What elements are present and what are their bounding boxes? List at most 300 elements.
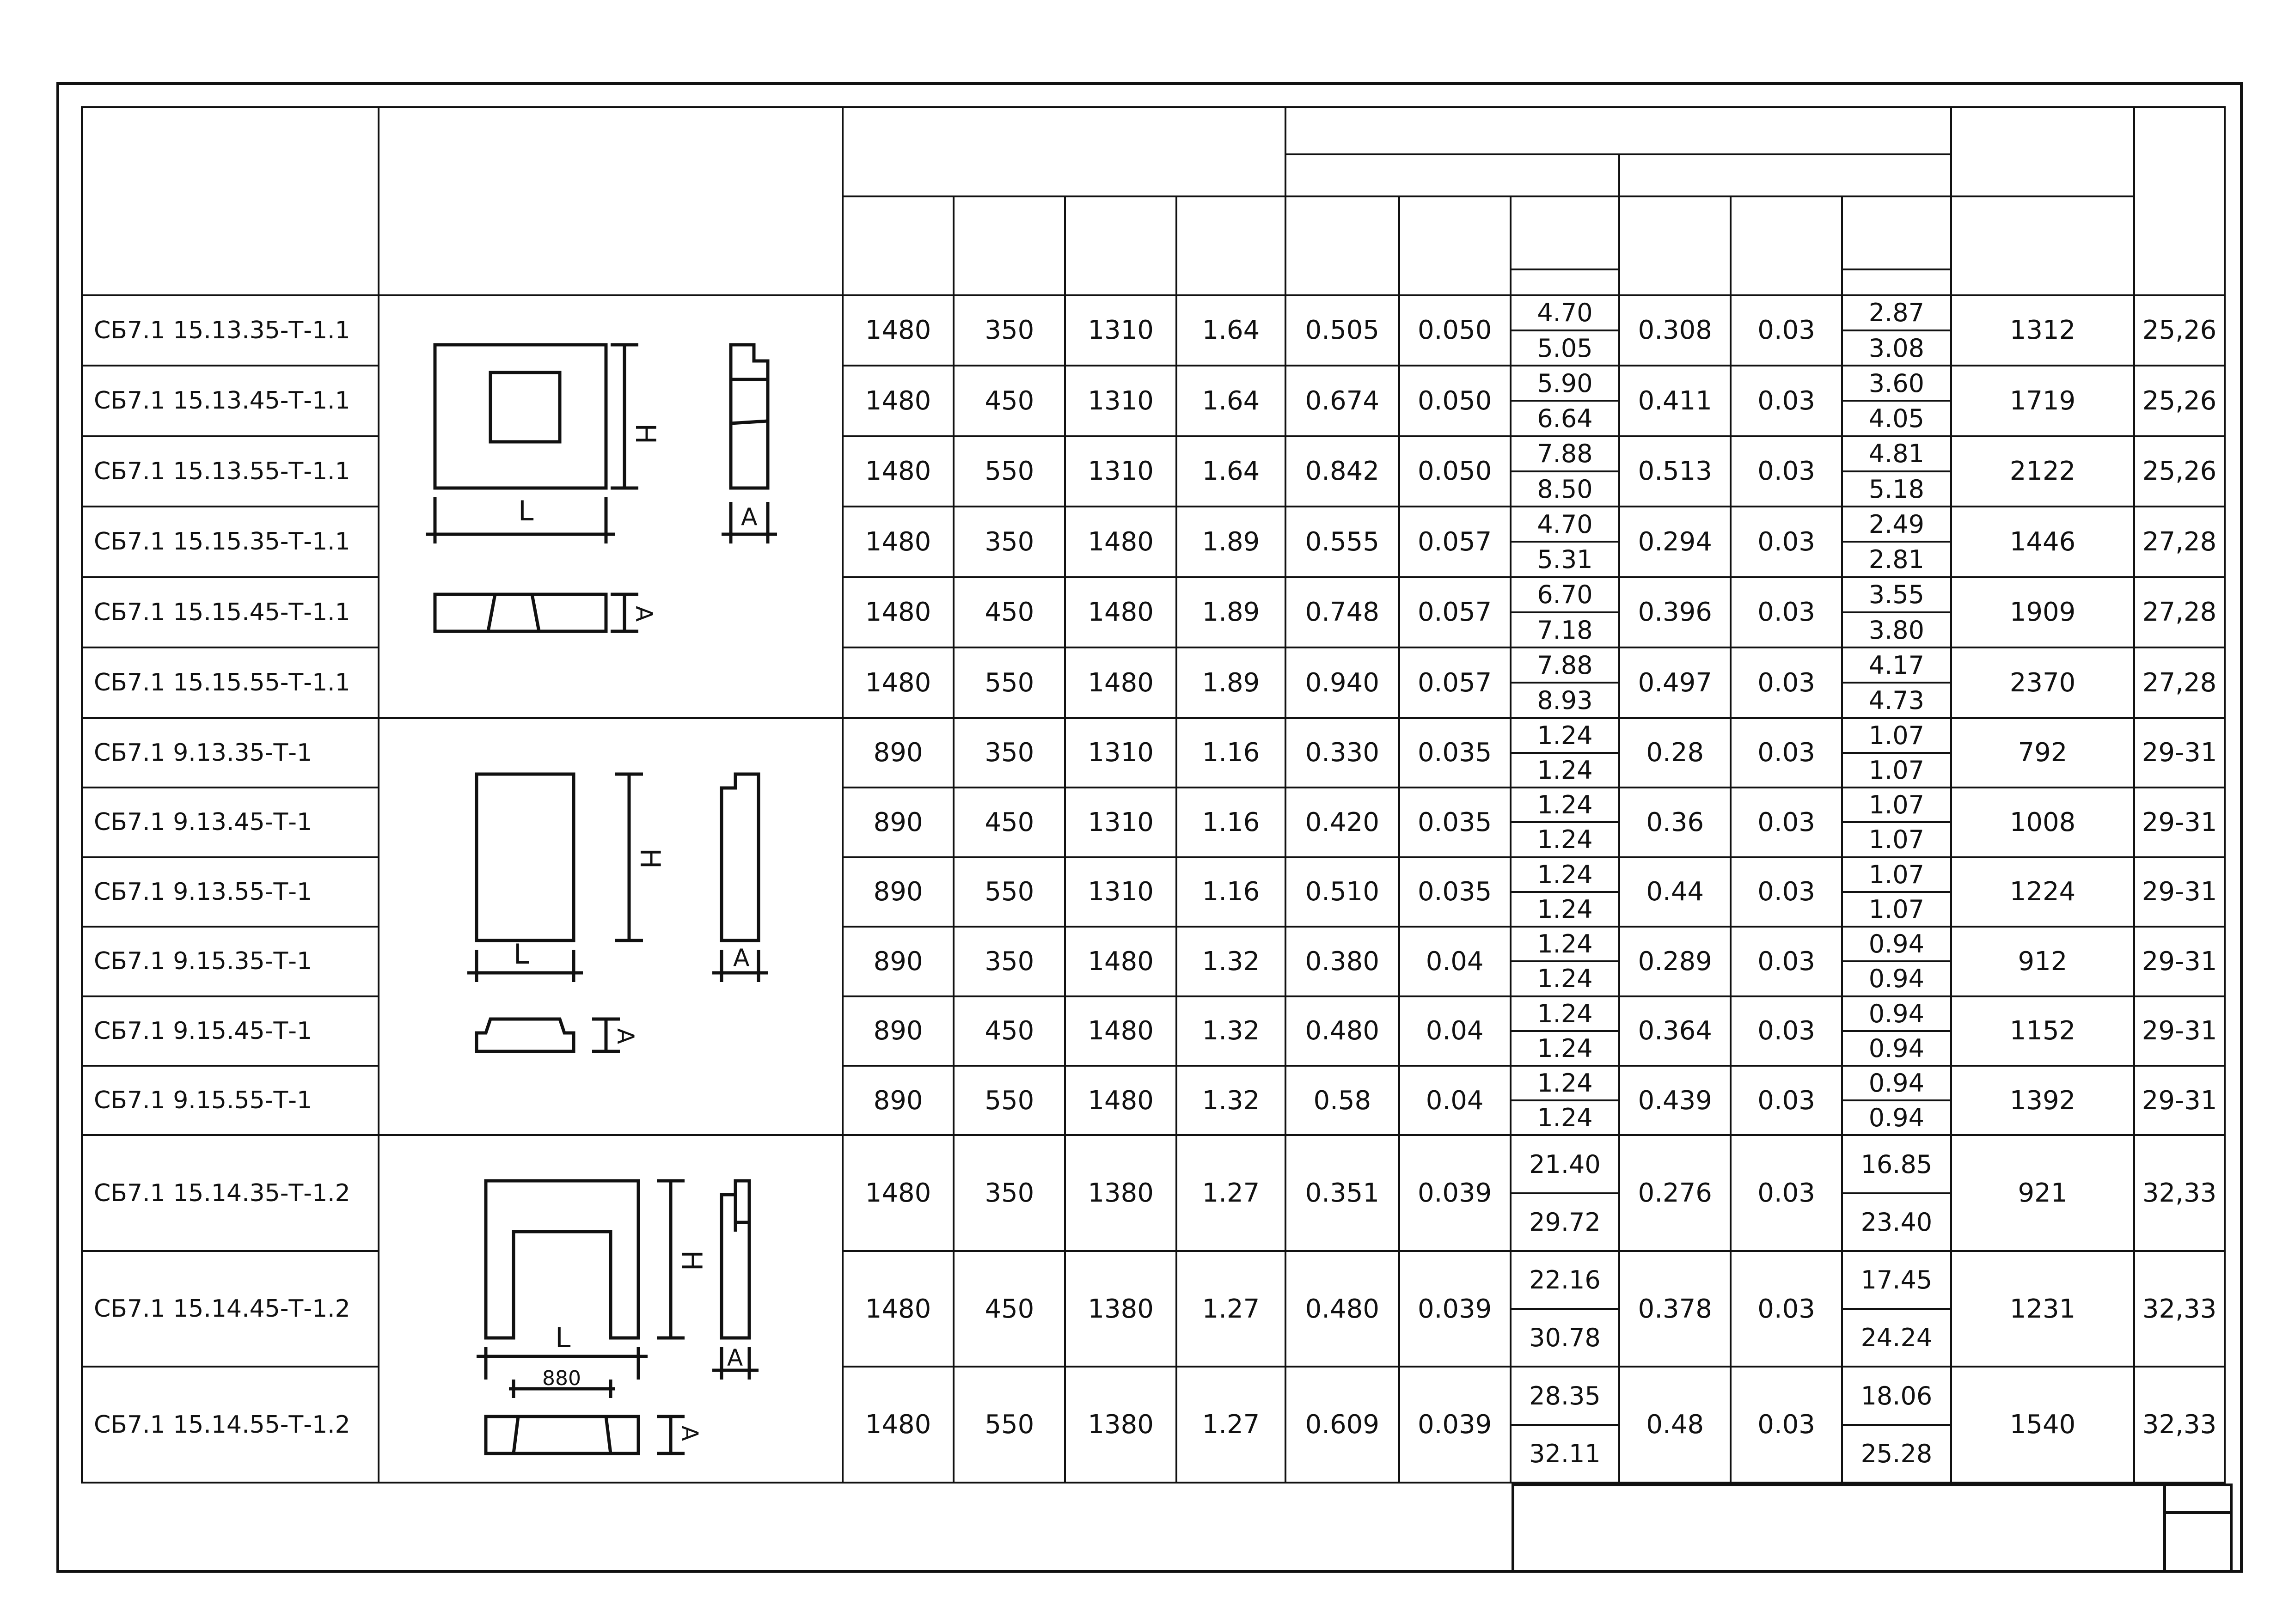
page-cell: 29-31 bbox=[2134, 788, 2225, 857]
steel-per-m2-cell bbox=[1842, 507, 1951, 577]
table-row bbox=[82, 718, 2225, 788]
area-cell: 1.27 bbox=[1176, 1251, 1285, 1367]
width-cell: 550 bbox=[954, 647, 1065, 718]
header-facing-volume bbox=[1399, 196, 1511, 295]
steel-reduced: 0.94 bbox=[1868, 1103, 1924, 1133]
mass-cell: 1909 bbox=[1951, 577, 2134, 648]
length-cell: 890 bbox=[843, 857, 954, 927]
header-height bbox=[1065, 196, 1176, 295]
steel-reduced: 1.07 bbox=[1868, 894, 1924, 924]
area-cell: 1.89 bbox=[1176, 577, 1285, 648]
facing-volume-m2-cell: 0.03 bbox=[1731, 1135, 1842, 1251]
steel-per-block-cell bbox=[1511, 366, 1620, 436]
block-mark: СБ7.1 15.14.45-Т-1.2 bbox=[82, 1251, 379, 1367]
steel-reduced: 1.24 bbox=[1537, 756, 1593, 785]
mass-cell: 1152 bbox=[1951, 996, 2134, 1066]
concrete-volume-cell: 0.674 bbox=[1285, 366, 1399, 436]
facing-volume-cell: 0.057 bbox=[1399, 647, 1511, 718]
length-cell: 1480 bbox=[843, 295, 954, 366]
height-cell: 1480 bbox=[1065, 507, 1176, 577]
width-cell: 350 bbox=[954, 1135, 1065, 1251]
steel-per-m2-cell bbox=[1842, 647, 1951, 718]
concrete-volume-m2-cell: 0.497 bbox=[1619, 647, 1731, 718]
steel-per-m2-cell bbox=[1842, 295, 1951, 366]
concrete-volume-m2-cell: 0.378 bbox=[1619, 1251, 1731, 1367]
steel-reduced: 1.24 bbox=[1537, 894, 1593, 924]
mass-cell: 1719 bbox=[1951, 366, 2134, 436]
steel-natural: 4.70 bbox=[1512, 296, 1619, 331]
steel-natural: 1.07 bbox=[1843, 719, 1950, 754]
header-per-m2 bbox=[1619, 154, 1951, 197]
steel-natural: 18.06 bbox=[1843, 1368, 1950, 1425]
concrete-volume-cell: 0.480 bbox=[1285, 1251, 1399, 1367]
mass-cell: 2370 bbox=[1951, 647, 2134, 718]
facing-volume-m2-cell: 0.03 bbox=[1731, 366, 1842, 436]
steel-natural: 5.90 bbox=[1512, 366, 1619, 402]
length-cell: 1480 bbox=[843, 1251, 954, 1367]
mass-cell: 1231 bbox=[1951, 1251, 2134, 1367]
header-steel-natural bbox=[1512, 197, 1619, 270]
area-cell: 1.64 bbox=[1176, 436, 1285, 507]
steel-natural: 0.94 bbox=[1843, 997, 1950, 1032]
height-cell: 1310 bbox=[1065, 718, 1176, 788]
header-steel-reduced-m2 bbox=[1843, 270, 1950, 294]
concrete-volume-m2-cell: 0.28 bbox=[1619, 718, 1731, 788]
mass-cell: 912 bbox=[1951, 927, 2134, 996]
block-mark: СБ7.1 15.15.35-Т-1.1 bbox=[82, 507, 379, 577]
width-cell: 350 bbox=[954, 718, 1065, 788]
length-cell: 890 bbox=[843, 718, 954, 788]
area-cell: 1.64 bbox=[1176, 366, 1285, 436]
table-row bbox=[82, 1135, 2225, 1251]
label-h: Н bbox=[629, 423, 662, 445]
steel-reduced: 8.93 bbox=[1537, 686, 1593, 715]
steel-per-m2-cell bbox=[1842, 996, 1951, 1066]
steel-natural: 0.94 bbox=[1843, 928, 1950, 962]
steel-natural: 6.70 bbox=[1512, 578, 1619, 613]
height-cell: 1380 bbox=[1065, 1251, 1176, 1367]
height-cell: 1310 bbox=[1065, 436, 1176, 507]
steel-reduced: 29.72 bbox=[1529, 1207, 1601, 1237]
header-steel bbox=[1512, 197, 1619, 294]
block-mark: СБ7.1 15.13.35-Т-1.1 bbox=[82, 295, 379, 366]
steel-reduced: 0.94 bbox=[1868, 1033, 1924, 1063]
width-cell: 450 bbox=[954, 788, 1065, 857]
mass-cell: 2122 bbox=[1951, 436, 2134, 507]
facing-volume-m2-cell: 0.03 bbox=[1731, 788, 1842, 857]
steel-per-m2-cell bbox=[1842, 1251, 1951, 1367]
facing-volume-m2-cell: 0.03 bbox=[1731, 718, 1842, 788]
steel-natural: 1.24 bbox=[1512, 858, 1619, 893]
length-cell: 1480 bbox=[843, 366, 954, 436]
width-cell: 450 bbox=[954, 1251, 1065, 1367]
block-mark: СБ7.1 15.13.45-Т-1.1 bbox=[82, 366, 379, 436]
block-mark: СБ7.1 9.13.55-Т-1 bbox=[82, 857, 379, 927]
label-a-plan: А bbox=[630, 606, 658, 622]
steel-per-block-cell bbox=[1511, 857, 1620, 927]
steel-reduced: 8.50 bbox=[1537, 474, 1593, 504]
facing-volume-m2-cell: 0.03 bbox=[1731, 996, 1842, 1066]
width-cell: 550 bbox=[954, 436, 1065, 507]
area-cell: 1.89 bbox=[1176, 647, 1285, 718]
steel-natural: 1.24 bbox=[1512, 1067, 1619, 1101]
steel-natural: 7.88 bbox=[1512, 437, 1619, 472]
label-880: 880 bbox=[542, 1366, 581, 1390]
height-cell: 1310 bbox=[1065, 788, 1176, 857]
steel-natural: 1.07 bbox=[1843, 788, 1950, 823]
concrete-volume-cell: 0.505 bbox=[1285, 295, 1399, 366]
mass-cell: 921 bbox=[1951, 1135, 2134, 1251]
facing-volume-cell: 0.057 bbox=[1399, 507, 1511, 577]
steel-reduced: 4.05 bbox=[1868, 404, 1924, 433]
steel-reduced: 1.24 bbox=[1537, 1033, 1593, 1063]
sketch-b bbox=[379, 718, 842, 1136]
label-h: Н bbox=[634, 848, 667, 869]
page-cell: 32,33 bbox=[2134, 1135, 2225, 1251]
steel-reduced: 3.08 bbox=[1868, 333, 1924, 363]
block-mark: СБ7.1 15.15.55-Т-1.1 bbox=[82, 647, 379, 718]
area-cell: 1.27 bbox=[1176, 1135, 1285, 1251]
concrete-volume-m2-cell: 0.289 bbox=[1619, 927, 1731, 996]
block-mark: СБ7.1 15.13.55-Т-1.1 bbox=[82, 436, 379, 507]
steel-per-block-cell bbox=[1511, 788, 1620, 857]
header-per-block bbox=[1285, 154, 1619, 197]
concrete-volume-cell: 0.748 bbox=[1285, 577, 1399, 648]
facing-volume-cell: 0.050 bbox=[1399, 366, 1511, 436]
steel-reduced: 7.18 bbox=[1537, 615, 1593, 645]
label-a: А bbox=[733, 944, 750, 972]
facing-volume-cell: 0.04 bbox=[1399, 927, 1511, 996]
block-mark: СБ7.1 9.15.35-Т-1 bbox=[82, 927, 379, 996]
steel-reduced: 23.40 bbox=[1860, 1207, 1933, 1237]
mass-cell: 1312 bbox=[1951, 295, 2134, 366]
steel-per-m2-cell bbox=[1842, 788, 1951, 857]
length-cell: 890 bbox=[843, 927, 954, 996]
facing-volume-cell: 0.039 bbox=[1399, 1135, 1511, 1251]
area-cell: 1.32 bbox=[1176, 1066, 1285, 1135]
steel-reduced: 1.07 bbox=[1868, 756, 1924, 785]
width-cell: 550 bbox=[954, 857, 1065, 927]
concrete-volume-m2-cell: 0.308 bbox=[1619, 295, 1731, 366]
label-a: А bbox=[727, 1344, 743, 1371]
concrete-volume-m2-cell: 0.44 bbox=[1619, 857, 1731, 927]
concrete-volume-m2-cell: 0.439 bbox=[1619, 1066, 1731, 1135]
steel-reduced: 25.28 bbox=[1860, 1439, 1933, 1468]
steel-per-block-cell bbox=[1511, 436, 1620, 507]
steel-per-block-cell bbox=[1511, 718, 1620, 788]
concrete-volume-cell: 0.842 bbox=[1285, 436, 1399, 507]
block-mark: СБ7.1 15.15.45-Т-1.1 bbox=[82, 577, 379, 648]
length-cell: 1480 bbox=[843, 577, 954, 648]
height-cell: 1380 bbox=[1065, 1367, 1176, 1483]
steel-natural: 4.70 bbox=[1512, 507, 1619, 543]
steel-per-m2-cell bbox=[1842, 857, 1951, 927]
steel-natural: 4.17 bbox=[1843, 648, 1950, 684]
sketch-block-u bbox=[379, 1139, 837, 1479]
header-concrete-volume-m2 bbox=[1619, 196, 1731, 295]
width-cell: 550 bbox=[954, 1367, 1065, 1483]
block-mark: СБ7.1 15.14.55-Т-1.2 bbox=[82, 1367, 379, 1483]
facing-volume-cell: 0.050 bbox=[1399, 436, 1511, 507]
concrete-volume-m2-cell: 0.396 bbox=[1619, 577, 1731, 648]
steel-reduced: 32.11 bbox=[1529, 1439, 1601, 1468]
width-cell: 350 bbox=[954, 295, 1065, 366]
steel-natural: 0.94 bbox=[1843, 1067, 1950, 1101]
steel-natural: 1.07 bbox=[1843, 858, 1950, 893]
length-cell: 890 bbox=[843, 996, 954, 1066]
steel-per-block-cell bbox=[1511, 1066, 1620, 1135]
steel-natural: 17.45 bbox=[1843, 1252, 1950, 1310]
width-cell: 350 bbox=[954, 927, 1065, 996]
steel-per-m2-cell bbox=[1842, 577, 1951, 648]
facing-volume-cell: 0.057 bbox=[1399, 577, 1511, 648]
steel-reduced: 5.31 bbox=[1537, 545, 1593, 574]
header-mass bbox=[1951, 107, 2134, 196]
block-spec-table bbox=[81, 106, 2226, 1484]
length-cell: 1480 bbox=[843, 647, 954, 718]
height-cell: 1310 bbox=[1065, 295, 1176, 366]
facing-volume-m2-cell: 0.03 bbox=[1731, 927, 1842, 996]
height-cell: 1480 bbox=[1065, 577, 1176, 648]
facing-volume-cell: 0.035 bbox=[1399, 788, 1511, 857]
steel-natural: 3.55 bbox=[1843, 578, 1950, 613]
width-cell: 450 bbox=[954, 366, 1065, 436]
length-cell: 890 bbox=[843, 788, 954, 857]
steel-natural: 2.87 bbox=[1843, 296, 1950, 331]
block-mark: СБ7.1 9.15.45-Т-1 bbox=[82, 996, 379, 1066]
steel-reduced: 0.94 bbox=[1868, 964, 1924, 994]
header-area bbox=[1176, 196, 1285, 295]
sheet-label bbox=[2166, 1486, 2230, 1514]
concrete-volume-m2-cell: 0.294 bbox=[1619, 507, 1731, 577]
area-cell: 1.27 bbox=[1176, 1367, 1285, 1483]
width-cell: 450 bbox=[954, 996, 1065, 1066]
concrete-volume-cell: 0.380 bbox=[1285, 927, 1399, 996]
facing-volume-cell: 0.04 bbox=[1399, 996, 1511, 1066]
length-cell: 1480 bbox=[843, 1135, 954, 1251]
header-steel-m2 bbox=[1843, 197, 1950, 294]
sketch-a bbox=[379, 295, 842, 718]
page-cell: 29-31 bbox=[2134, 1066, 2225, 1135]
steel-natural: 1.24 bbox=[1512, 997, 1619, 1032]
facing-volume-m2-cell: 0.03 bbox=[1731, 507, 1842, 577]
area-cell: 1.32 bbox=[1176, 996, 1285, 1066]
label-l: L bbox=[514, 938, 529, 971]
steel-per-block-cell bbox=[1511, 295, 1620, 366]
steel-natural: 7.88 bbox=[1512, 648, 1619, 684]
height-cell: 1310 bbox=[1065, 857, 1176, 927]
length-cell: 1480 bbox=[843, 507, 954, 577]
area-cell: 1.16 bbox=[1176, 718, 1285, 788]
steel-natural: 1.24 bbox=[1512, 788, 1619, 823]
steel-per-m2-cell bbox=[1842, 1066, 1951, 1135]
steel-reduced: 1.24 bbox=[1537, 825, 1593, 855]
header-length bbox=[843, 196, 954, 295]
steel-reduced: 1.07 bbox=[1868, 825, 1924, 855]
sheet-value bbox=[2166, 1514, 2230, 1569]
height-cell: 1480 bbox=[1065, 927, 1176, 996]
steel-per-m2-cell bbox=[1842, 1135, 1951, 1251]
header-density bbox=[1951, 196, 2134, 295]
page-cell: 25,26 bbox=[2134, 366, 2225, 436]
steel-reduced: 2.81 bbox=[1868, 545, 1924, 574]
concrete-volume-cell: 0.510 bbox=[1285, 857, 1399, 927]
facing-volume-m2-cell: 0.03 bbox=[1731, 857, 1842, 927]
header-page bbox=[2134, 107, 2225, 295]
drawing-code bbox=[1512, 1484, 2163, 1573]
header-materials bbox=[1285, 107, 1951, 154]
label-a: А bbox=[741, 503, 758, 531]
steel-per-block-cell bbox=[1511, 1135, 1620, 1251]
sketch-block-window bbox=[379, 303, 837, 710]
page-cell: 29-31 bbox=[2134, 857, 2225, 927]
page-cell: 32,33 bbox=[2134, 1367, 2225, 1483]
area-cell: 1.64 bbox=[1176, 295, 1285, 366]
width-cell: 550 bbox=[954, 1066, 1065, 1135]
steel-per-m2-cell bbox=[1842, 718, 1951, 788]
steel-reduced: 4.73 bbox=[1868, 686, 1924, 715]
steel-per-m2-cell bbox=[1842, 927, 1951, 996]
steel-reduced: 6.64 bbox=[1537, 404, 1593, 433]
steel-natural: 16.85 bbox=[1843, 1136, 1950, 1194]
sketch-block-solid bbox=[379, 723, 837, 1130]
concrete-volume-cell: 0.351 bbox=[1285, 1135, 1399, 1251]
steel-per-block-cell bbox=[1511, 507, 1620, 577]
facing-volume-cell: 0.050 bbox=[1399, 295, 1511, 366]
height-cell: 1380 bbox=[1065, 1135, 1176, 1251]
block-mark: СБ7.1 9.13.35-Т-1 bbox=[82, 718, 379, 788]
facing-volume-m2-cell: 0.03 bbox=[1731, 1251, 1842, 1367]
label-a-plan: А bbox=[677, 1425, 703, 1441]
steel-natural: 1.24 bbox=[1512, 719, 1619, 754]
steel-reduced: 30.78 bbox=[1529, 1323, 1601, 1353]
label-l: L bbox=[518, 495, 534, 528]
steel-per-m2-cell bbox=[1842, 366, 1951, 436]
width-cell: 450 bbox=[954, 577, 1065, 648]
area-cell: 1.16 bbox=[1176, 788, 1285, 857]
steel-natural: 21.40 bbox=[1512, 1136, 1619, 1194]
page-cell: 27,28 bbox=[2134, 577, 2225, 648]
page-cell: 29-31 bbox=[2134, 927, 2225, 996]
facing-volume-cell: 0.039 bbox=[1399, 1367, 1511, 1483]
steel-natural: 28.35 bbox=[1512, 1368, 1619, 1425]
page-cell: 32,33 bbox=[2134, 1251, 2225, 1367]
header-width bbox=[954, 196, 1065, 295]
header-mark bbox=[82, 107, 379, 295]
mass-cell: 1540 bbox=[1951, 1367, 2134, 1483]
steel-reduced: 1.24 bbox=[1537, 964, 1593, 994]
concrete-volume-cell: 0.330 bbox=[1285, 718, 1399, 788]
mass-cell: 1224 bbox=[1951, 857, 2134, 927]
header-steel-reduced bbox=[1512, 270, 1619, 294]
area-cell: 1.16 bbox=[1176, 857, 1285, 927]
concrete-volume-m2-cell: 0.36 bbox=[1619, 788, 1731, 857]
steel-natural: 4.81 bbox=[1843, 437, 1950, 472]
facing-volume-m2-cell: 0.03 bbox=[1731, 295, 1842, 366]
steel-reduced: 1.24 bbox=[1537, 1103, 1593, 1133]
page-cell: 29-31 bbox=[2134, 996, 2225, 1066]
concrete-volume-m2-cell: 0.513 bbox=[1619, 436, 1731, 507]
concrete-volume-m2-cell: 0.48 bbox=[1619, 1367, 1731, 1483]
steel-reduced: 24.24 bbox=[1860, 1323, 1933, 1353]
length-cell: 1480 bbox=[843, 1367, 954, 1483]
sketch-c bbox=[379, 1135, 842, 1483]
page-cell: 27,28 bbox=[2134, 507, 2225, 577]
facing-volume-m2-cell: 0.03 bbox=[1731, 1066, 1842, 1135]
height-cell: 1480 bbox=[1065, 996, 1176, 1066]
header-steel-natural-m2 bbox=[1843, 197, 1950, 270]
mass-cell: 1008 bbox=[1951, 788, 2134, 857]
concrete-volume-cell: 0.609 bbox=[1285, 1367, 1399, 1483]
facing-volume-cell: 0.039 bbox=[1399, 1251, 1511, 1367]
steel-per-block-cell bbox=[1511, 647, 1620, 718]
length-cell: 890 bbox=[843, 1066, 954, 1135]
label-a-plan: А bbox=[612, 1028, 639, 1044]
header-facing-volume-m2 bbox=[1731, 196, 1842, 295]
mass-cell: 1392 bbox=[1951, 1066, 2134, 1135]
concrete-volume-m2-cell: 0.276 bbox=[1619, 1135, 1731, 1251]
height-cell: 1480 bbox=[1065, 1066, 1176, 1135]
area-cell: 1.32 bbox=[1176, 927, 1285, 996]
page-cell: 25,26 bbox=[2134, 295, 2225, 366]
mass-cell: 792 bbox=[1951, 718, 2134, 788]
steel-natural: 22.16 bbox=[1512, 1252, 1619, 1310]
block-mark: СБ7.1 15.14.35-Т-1.2 bbox=[82, 1135, 379, 1251]
steel-natural: 3.60 bbox=[1843, 366, 1950, 402]
height-cell: 1310 bbox=[1065, 366, 1176, 436]
facing-volume-cell: 0.035 bbox=[1399, 718, 1511, 788]
header-geometry bbox=[843, 107, 1285, 196]
facing-volume-m2-cell: 0.03 bbox=[1731, 647, 1842, 718]
steel-per-m2-cell bbox=[1842, 436, 1951, 507]
facing-volume-m2-cell: 0.03 bbox=[1731, 1367, 1842, 1483]
block-mark: СБ7.1 9.15.55-Т-1 bbox=[82, 1066, 379, 1135]
label-l: L bbox=[555, 1321, 571, 1354]
steel-per-block-cell bbox=[1511, 927, 1620, 996]
steel-reduced: 5.18 bbox=[1868, 474, 1924, 504]
header-sketch bbox=[379, 107, 842, 295]
page-cell: 25,26 bbox=[2134, 436, 2225, 507]
steel-per-block-cell bbox=[1511, 577, 1620, 648]
block-mark: СБ7.1 9.13.45-Т-1 bbox=[82, 788, 379, 857]
steel-per-m2-cell bbox=[1842, 1367, 1951, 1483]
concrete-volume-m2-cell: 0.364 bbox=[1619, 996, 1731, 1066]
steel-per-block-cell bbox=[1511, 996, 1620, 1066]
concrete-volume-cell: 0.555 bbox=[1285, 507, 1399, 577]
steel-natural: 1.24 bbox=[1512, 928, 1619, 962]
facing-volume-cell: 0.04 bbox=[1399, 1066, 1511, 1135]
facing-volume-m2-cell: 0.03 bbox=[1731, 577, 1842, 648]
facing-volume-m2-cell: 0.03 bbox=[1731, 436, 1842, 507]
steel-reduced: 5.05 bbox=[1537, 333, 1593, 363]
height-cell: 1480 bbox=[1065, 647, 1176, 718]
header-concrete-volume bbox=[1285, 196, 1399, 295]
mass-cell: 1446 bbox=[1951, 507, 2134, 577]
length-cell: 1480 bbox=[843, 436, 954, 507]
facing-volume-cell: 0.035 bbox=[1399, 857, 1511, 927]
width-cell: 350 bbox=[954, 507, 1065, 577]
area-cell: 1.89 bbox=[1176, 507, 1285, 577]
sheet-box bbox=[2163, 1484, 2233, 1573]
label-h: Н bbox=[675, 1250, 708, 1271]
steel-per-block-cell bbox=[1511, 1251, 1620, 1367]
concrete-volume-cell: 0.420 bbox=[1285, 788, 1399, 857]
table-row bbox=[82, 295, 2225, 366]
steel-natural: 2.49 bbox=[1843, 507, 1950, 543]
concrete-volume-cell: 0.480 bbox=[1285, 996, 1399, 1066]
concrete-volume-cell: 0.58 bbox=[1285, 1066, 1399, 1135]
concrete-volume-cell: 0.940 bbox=[1285, 647, 1399, 718]
